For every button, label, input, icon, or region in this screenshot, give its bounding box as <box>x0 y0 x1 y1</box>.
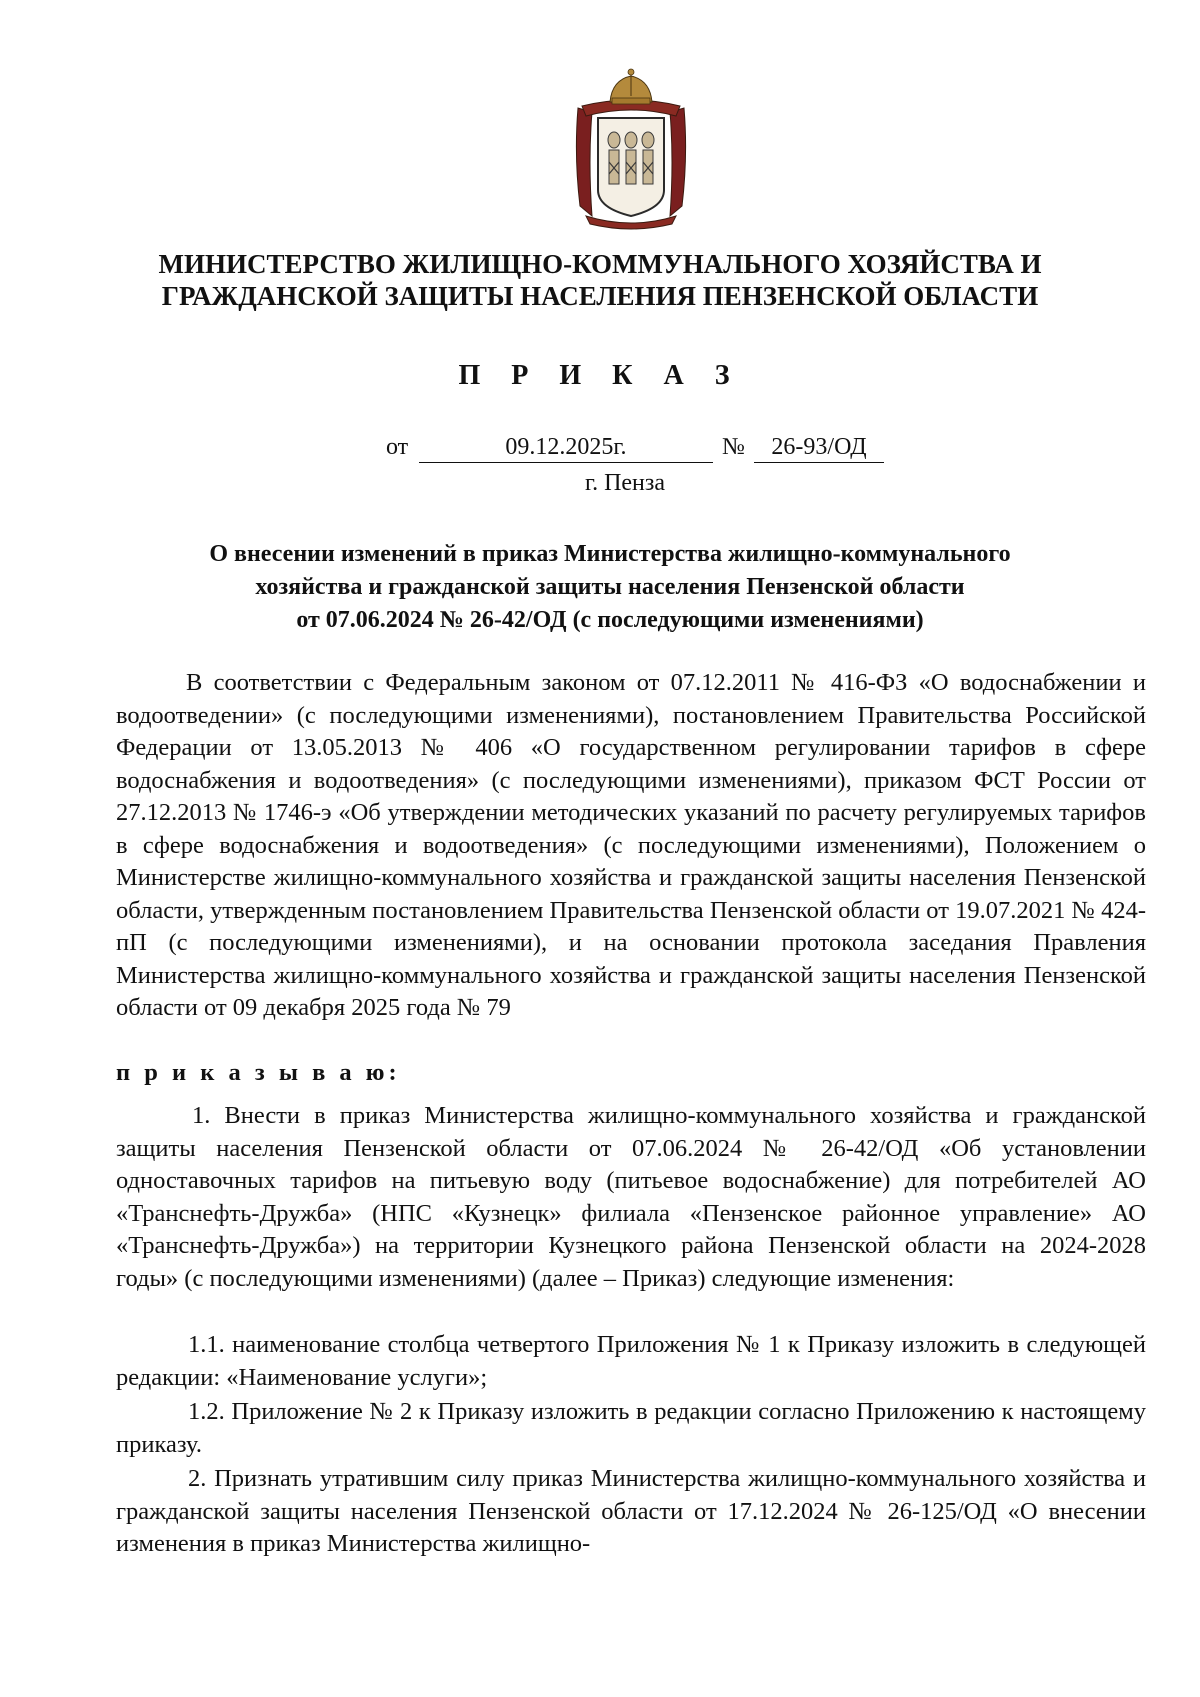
order-subject-line1: О внесении изменений в приказ Министерства жилищно-коммунального <box>209 541 1011 567</box>
number-sign-label: № <box>722 434 745 460</box>
document-type-heading: П Р И К А З <box>458 360 742 391</box>
city-label: г. Пенза <box>584 470 666 496</box>
ministry-title <box>100 248 1100 312</box>
item-2-paragraph: 2. Признать утратившим силу приказ Министерства жилищно-коммунального хозяйства и гражданской защиты населения Пензенской области от 17.12.2024 № 26-125/ОД «О внесении изменения в приказ Министерства жилищно- <box>116 1465 1146 1557</box>
date-prefix-label: от <box>386 434 409 460</box>
ministry-title-line2: ГРАЖДАНСКОЙ ЗАЩИТЫ НАСЕЛЕНИЯ ПЕНЗЕНСКОЙ ОБЛАСТИ <box>161 281 1039 311</box>
item-1-2-paragraph: 1.2. Приложение № 2 к Приказу изложить в редакции согласно Приложению к настоящему приказу. <box>116 1398 1146 1458</box>
order-date-field: 09.12.2025г. <box>419 432 713 463</box>
ministry-title-line1: МИНИСТЕРСТВО ЖИЛИЩНО-КОММУНАЛЬНОГО ХОЗЯЙСТВА И <box>158 249 1042 279</box>
preamble-paragraph: В соответствии с Федеральным законом от 07.12.2011 № 416-ФЗ «О водоснабжении и водоотведении» (с последующими изменениями), постановлением Правительства Российской Федерации от 13.05.2013 № 406 «О государственном регулировании тарифов в сфере водоснабжения и водоотведения» (с последующими изменениями), приказом ФСТ России от 27.12.2013 № 1746-э «Об утверждении методических указаний по расчету регулируемых тарифов в сфере водоснабжения и водоотведения» (с последующими изменениями), Положением о Министерстве жилищно-коммунального хозяйства и гражданской защиты населения Пензенской области, утвержденным постановлением Правительства Пензенской области от 19.07.2021 № 424-пП (с последующими изменениями), и на основании протокола заседания Правления Министерства жилищно-коммунального хозяйства и гражданской защиты населения Пензенской области от 09 декабря 2025 года № 79 <box>116 669 1146 1021</box>
item-1-paragraph: 1. Внести в приказ Министерства жилищно-коммунального хозяйства и гражданской защиты населения Пензенской области от 07.06.2024 № 26-42/ОД «Об установлении одноставочных тарифов на питьевую воду (питьевое водоснабжение) для потребителей АО «Транснефть-Дружба» (НПС «Кузнецк» филиала «Пензенское районное управление» АО «Транснефть-Дружба») на территории Кузнецкого района Пензенской области на 2024-2028 годы» (с последующими изменениями) (далее – Приказ) следующие изменения: <box>116 1102 1146 1292</box>
order-number-field: 26-93/ОД <box>754 432 884 463</box>
order-verb: п р и к а з ы в а ю: <box>116 1059 401 1086</box>
item-1-1-paragraph: 1.1. наименование столбца четвертого Приложения № 1 к Приказу изложить в следующей редакции: «Наименование услуги»; <box>116 1331 1146 1391</box>
coat-of-arms-icon <box>572 66 690 230</box>
order-subject <box>140 538 1080 637</box>
order-subject-line2: хозяйства и гражданской защиты населения Пензенской области <box>255 574 965 600</box>
order-subject-line3: от 07.06.2024 № 26-42/ОД (с последующими изменениями) <box>296 607 924 633</box>
